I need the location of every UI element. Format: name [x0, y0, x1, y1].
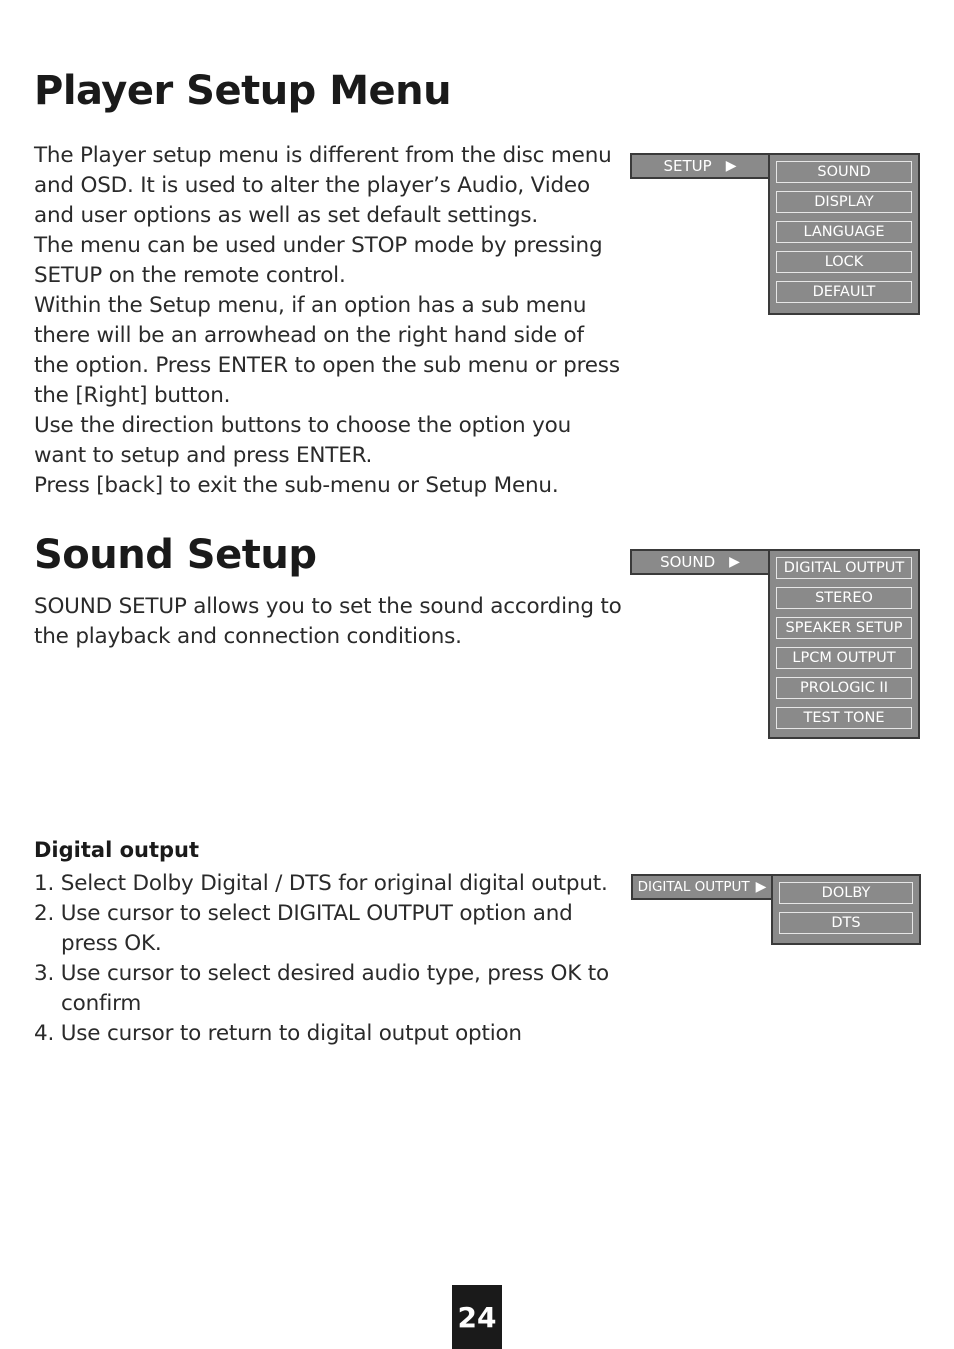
digital-output-menu-diagram — [631, 874, 921, 945]
setup-submenu-panel — [768, 153, 920, 315]
menu-item-display[interactable]: DISPLAY — [776, 191, 912, 213]
arrow-right-icon: ▶ — [755, 879, 767, 895]
sound-setup-description — [34, 592, 624, 652]
paragraph: SOUND SETUP allows you to set the sound according to the playback and connection conditions. — [34, 594, 622, 649]
paragraph: The Player setup menu is different from the disc menu and OSD. It is used to alter the player’s Audio, Video and user options as well as set default settings. — [34, 143, 612, 228]
menu-item-lpcm-output[interactable]: LPCM OUTPUT — [776, 647, 912, 669]
menu-item-test-tone[interactable]: TEST TONE — [776, 707, 912, 729]
sound-submenu-panel — [768, 549, 920, 739]
list-item: 2. Use cursor to select DIGITAL OUTPUT option and press OK. — [34, 901, 573, 956]
subsection-title-digital-output: Digital output — [34, 838, 200, 862]
menu-item-stereo[interactable]: STEREO — [776, 587, 912, 609]
menu-item-digital-output[interactable]: DIGITAL OUTPUT — [776, 557, 912, 579]
menu-item-sound[interactable]: SOUND — [776, 161, 912, 183]
digital-output-tab[interactable] — [631, 874, 773, 900]
paragraph: Press [back] to exit the sub-menu or Setup Menu. — [34, 473, 559, 498]
sound-tab-label: SOUND — [660, 553, 716, 571]
digital-output-tab-label: DIGITAL OUTPUT — [637, 879, 750, 895]
menu-item-speaker-setup[interactable]: SPEAKER SETUP — [776, 617, 912, 639]
player-setup-description — [34, 141, 624, 501]
sound-menu-diagram — [630, 549, 920, 739]
digital-output-submenu-panel — [771, 874, 921, 945]
paragraph: Use the direction buttons to choose the option you want to setup and press ENTER. — [34, 413, 572, 468]
list-item: 3. Use cursor to select desired audio type, press OK to confirm — [34, 961, 609, 1016]
sound-tab[interactable] — [630, 549, 770, 575]
menu-item-dts[interactable]: DTS — [779, 912, 913, 934]
page-title-player-setup: Player Setup Menu — [34, 68, 452, 114]
menu-item-prologic-ii[interactable]: PROLOGIC II — [776, 677, 912, 699]
page-number: 24 — [452, 1285, 502, 1349]
paragraph: Within the Setup menu, if an option has a sub menu there will be an arrowhead on the right hand side of the option. Press ENTER to open the sub menu or press the [Right] button. — [34, 293, 620, 408]
arrow-right-icon: ▶ — [729, 554, 740, 570]
menu-item-lock[interactable]: LOCK — [776, 251, 912, 273]
setup-tab[interactable] — [630, 153, 770, 179]
menu-item-language[interactable]: LANGUAGE — [776, 221, 912, 243]
digital-output-steps — [34, 869, 624, 1049]
setup-tab-label: SETUP — [663, 157, 712, 175]
section-title-sound-setup: Sound Setup — [34, 532, 317, 578]
menu-item-dolby[interactable]: DOLBY — [779, 882, 913, 904]
list-item: 4. Use cursor to return to digital output option — [34, 1021, 522, 1046]
menu-item-default[interactable]: DEFAULT — [776, 281, 912, 303]
paragraph: The menu can be used under STOP mode by pressing SETUP on the remote control. — [34, 233, 603, 288]
arrow-right-icon: ▶ — [725, 158, 737, 174]
setup-menu-diagram — [630, 153, 920, 315]
list-item: 1. Select Dolby Digital / DTS for original digital output. — [34, 871, 608, 896]
